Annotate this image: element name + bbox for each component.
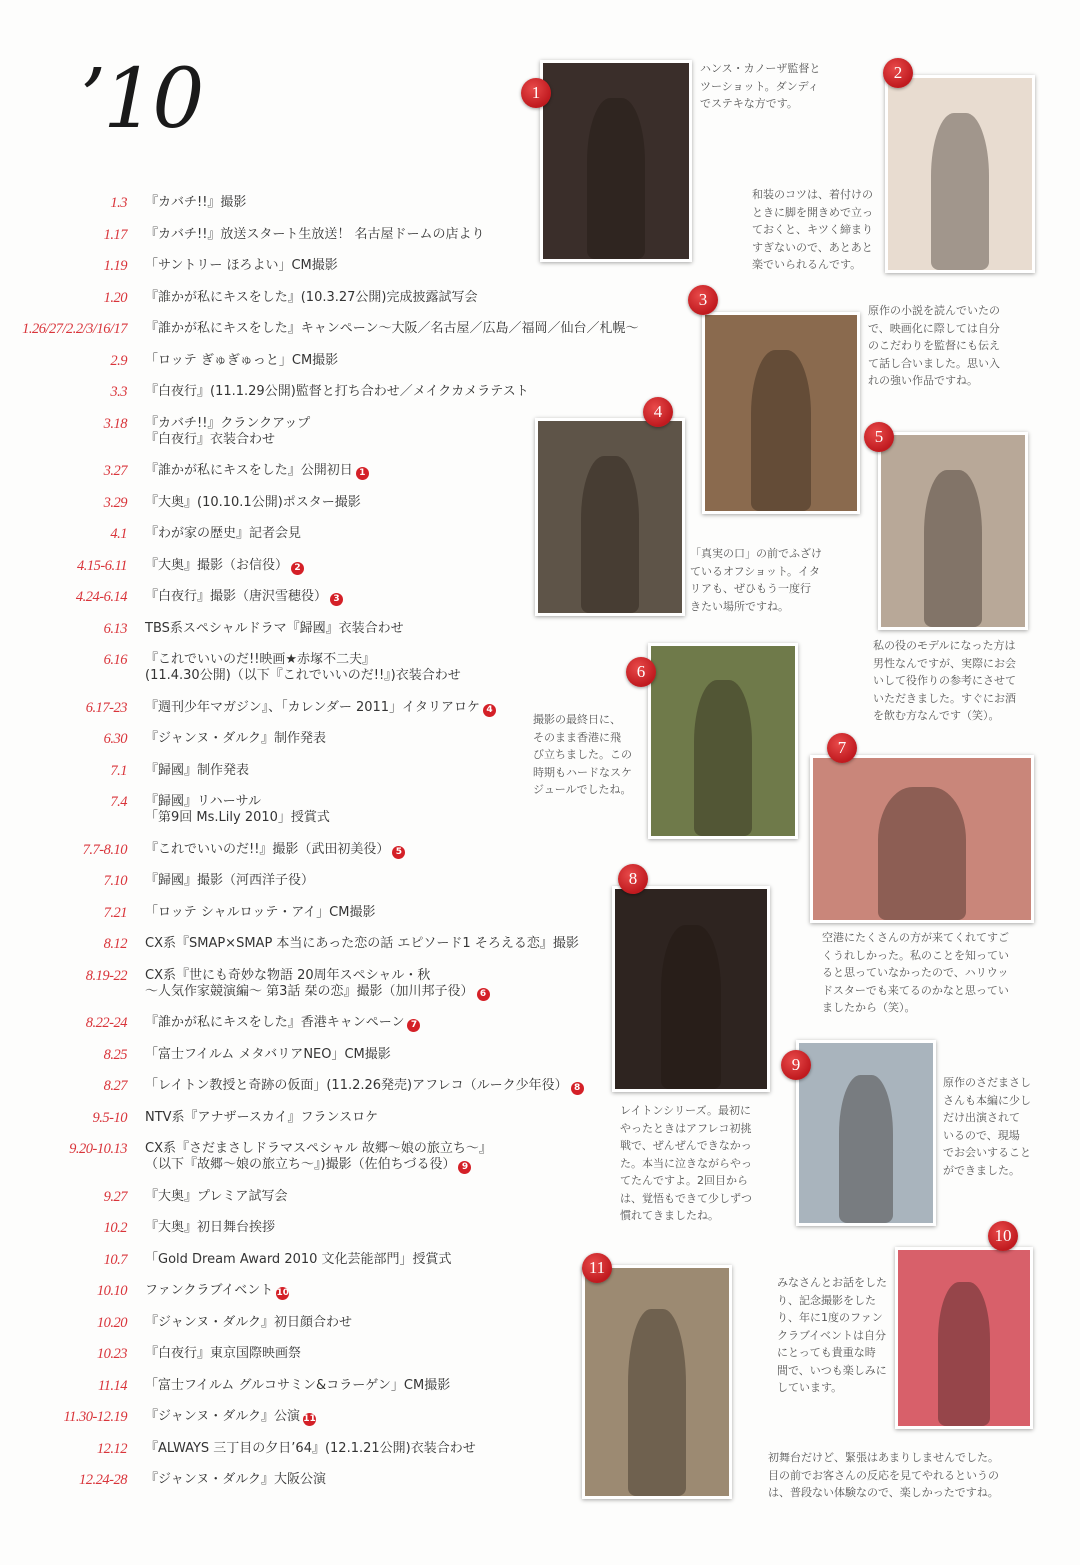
entry-text	[145, 589, 343, 605]
photo-number-badge: 4	[643, 397, 673, 427]
entry-line: 『ジャンヌ・ダルク』初日顔合わせ	[145, 1314, 352, 1330]
entry-line: 「Gold Dream Award 2010 文化芸能部門」授賞式	[145, 1251, 452, 1267]
entry-text	[145, 321, 638, 337]
timeline-entry	[0, 652, 610, 684]
photo-5	[878, 432, 1028, 630]
entry-text	[145, 621, 404, 637]
timeline-list	[0, 195, 639, 1504]
photo-ref-badge: 5	[392, 846, 405, 859]
entry-date: 3.3	[110, 384, 127, 400]
entry-text	[145, 353, 338, 369]
timeline-entry	[0, 526, 610, 542]
photo-ref-badge: 8	[571, 1082, 584, 1095]
entry-text	[145, 258, 338, 274]
entry-text	[145, 416, 310, 448]
entry-date: 1.3	[110, 195, 127, 211]
entry-date: 3.29	[103, 494, 127, 511]
entry-date: 1.17	[103, 226, 127, 243]
photo-caption: ハンス・カノーザ監督と ツーショット。ダンディ でステキな方です。	[700, 62, 821, 110]
entry-date: 10.2	[103, 1220, 127, 1236]
timeline-entry	[0, 1283, 610, 1299]
entry-date: 12.24-28	[79, 1472, 127, 1488]
entry-date: 1.19	[103, 258, 127, 274]
photo-caption: 和装のコツは、着付けの ときに脚を開きめで立っ ておくと、キツく締まり すぎないので、あとあと 楽でいられるんです。	[752, 188, 873, 271]
entry-date: 7.21	[103, 904, 127, 921]
photo-ref-badge: 2	[291, 562, 304, 575]
timeline-entry	[0, 416, 610, 448]
entry-text	[145, 731, 326, 747]
photo-8	[612, 886, 770, 1092]
photo-ref-badge: 7	[407, 1019, 420, 1032]
timeline-entry	[0, 1409, 610, 1425]
photo-number-badge: 5	[864, 422, 894, 452]
entry-text	[145, 1047, 391, 1063]
entry-date: 1.20	[103, 289, 127, 306]
entry-line: 『ALWAYS 三丁目の夕日’64』(12.1.21公開)衣装合わせ	[145, 1440, 476, 1456]
entry-date: 8.25	[103, 1046, 127, 1063]
entry-line: 『大奥』プレミア試写会	[145, 1188, 288, 1204]
photo-caption: 撮影の最終日に、 そのまま香港に飛 び立ちました。この 時期もハードなスケ ジュールでしたね。	[533, 713, 632, 796]
photo-number-badge: 1	[521, 78, 551, 108]
timeline-entry	[0, 353, 610, 369]
photo-caption: 「真実の口」の前でふざけ ているオフショット。イタ リアも、ぜひもう一度行 きたい場所ですね。	[690, 547, 822, 613]
entry-text	[145, 1441, 476, 1457]
photo-10	[895, 1247, 1033, 1429]
entry-text	[145, 763, 249, 779]
entry-text	[145, 1472, 326, 1488]
entry-text	[145, 384, 529, 400]
timeline-entry	[0, 1141, 610, 1173]
entry-date: 9.27	[103, 1188, 127, 1205]
photo-6	[648, 643, 798, 839]
photo-caption: レイトンシリーズ。最初に やったときはアフレコ初挑 戦で、ぜんぜんできなかっ た。本当に泣きながらやっ てたんですよ。2回目から は、覚悟もできて少しずつ 慣れてきましたね。	[620, 1104, 752, 1222]
entry-line: 『わが家の歴史』記者会見	[145, 526, 302, 541]
entry-text	[145, 1378, 450, 1394]
photo-7	[810, 755, 1034, 923]
entry-text	[145, 1220, 275, 1236]
timeline-entry	[0, 227, 610, 243]
person-silhouette	[694, 680, 752, 836]
entry-date: 9.20-10.13	[69, 1141, 127, 1157]
entry-text	[145, 463, 369, 479]
entry-date: 8.22-24	[85, 1015, 127, 1031]
person-silhouette	[938, 1282, 991, 1426]
entry-date: 7.10	[103, 873, 127, 889]
timeline-entry	[0, 763, 610, 779]
timeline-entry	[0, 842, 610, 858]
timeline-entry	[0, 384, 610, 400]
entry-date: 12.12	[96, 1440, 127, 1457]
entry-date: 4.15-6.11	[76, 557, 127, 574]
entry-text	[145, 1315, 352, 1331]
entry-line: (11.4.30公開)（以下『これでいいのだ!!』)衣装合わせ	[145, 668, 461, 683]
entry-line: 「レイトン教授と奇跡の仮面」(11.2.26発売)アフレコ（ルーク少年役）	[145, 1078, 568, 1093]
timeline-entry	[0, 873, 610, 889]
timeline-entry	[0, 794, 610, 826]
entry-text	[145, 842, 405, 858]
entry-line: 『カバチ!!』撮影	[145, 195, 247, 210]
timeline-entry	[0, 1315, 610, 1331]
entry-line: NTV系『アナザースカイ』フランスロケ	[145, 1109, 379, 1125]
entry-text	[145, 495, 361, 511]
photo-number-badge: 3	[688, 285, 718, 315]
person-silhouette	[581, 456, 639, 613]
person-silhouette	[661, 925, 722, 1089]
entry-text	[145, 526, 301, 542]
entry-line: 『大奥』初日舞台挨拶	[145, 1220, 276, 1235]
entry-line: 『誰かが私にキスをした』キャンペーン〜大阪／名古屋／広島／福岡／仙台／札幌〜	[145, 321, 639, 336]
photo-caption: 私の役のモデルになった方は 男性なんですが、実際にお会 いして役作りの参考にさせて いただきました。すぐにお酒 を飲む方なんです（笑）。	[873, 639, 1016, 722]
photo-ref-badge: 11	[303, 1414, 316, 1424]
entry-line: CX系『さだまさしドラマスペシャル 故郷〜娘の旅立ち〜』	[145, 1141, 492, 1156]
photo-11	[582, 1265, 732, 1499]
entry-text	[145, 1110, 378, 1126]
person-silhouette	[839, 1075, 893, 1223]
photo-ref-badge: 4	[483, 704, 496, 717]
entry-line: 『誰かが私にキスをした』香港キャンペーン	[145, 1015, 405, 1030]
entry-date: 3.27	[103, 463, 127, 479]
timeline-entry	[0, 495, 610, 511]
entry-date: 2.9	[110, 352, 127, 369]
entry-text	[145, 1189, 287, 1205]
entry-text	[145, 652, 461, 684]
entry-line: CX系『世にも奇妙な物語 20周年スペシャル・秋	[145, 967, 431, 983]
timeline-entry	[0, 905, 610, 921]
entry-date: 4.24-6.14	[75, 589, 127, 605]
entry-line: 『歸國』撮影（河西洋子役）	[145, 873, 315, 888]
entry-date: 3.18	[103, 415, 127, 432]
photo-number-badge: 8	[618, 864, 648, 894]
photo-ref-badge: 9	[458, 1161, 471, 1174]
entry-text	[145, 1141, 492, 1173]
entry-line: 『カバチ!!』クランクアップ	[145, 415, 311, 431]
entry-date: 4.1	[110, 526, 127, 542]
timeline-entry	[0, 589, 610, 605]
photo-number-badge: 11	[582, 1253, 612, 1283]
timeline-entry	[0, 1078, 610, 1094]
entry-date: 7.1	[110, 762, 127, 779]
entry-line: 『これでいいのだ!!』撮影（武田初美役）	[145, 841, 390, 857]
entry-line: （以下『故郷〜娘の旅立ち〜』)撮影（佐伯ちづる役）	[145, 1157, 456, 1172]
person-silhouette	[587, 98, 645, 259]
photo-number-badge: 9	[781, 1050, 811, 1080]
entry-date: 11.14	[97, 1377, 127, 1394]
timeline-entry	[0, 621, 610, 637]
entry-date: 10.20	[96, 1314, 127, 1331]
person-silhouette	[931, 113, 989, 270]
photo-number-badge: 2	[883, 58, 913, 88]
entry-date: 6.30	[103, 731, 127, 747]
entry-date: 9.5-10	[92, 1109, 127, 1126]
photo-ref-badge: 3	[330, 593, 343, 606]
entry-text	[145, 1283, 289, 1299]
entry-date: 10.10	[96, 1283, 127, 1299]
timeline-entry	[0, 1346, 610, 1362]
entry-line: 「サントリー ほろよい」CM撮影	[145, 258, 338, 273]
timeline-entry	[0, 936, 610, 952]
photo-9	[796, 1040, 936, 1226]
person-silhouette	[924, 470, 982, 627]
photo-3	[702, 312, 860, 514]
entry-text	[145, 1409, 316, 1425]
entry-text	[145, 1078, 584, 1094]
entry-line: 『大奥』(10.10.1公開)ポスター撮影	[145, 494, 361, 510]
entry-date: 8.19-22	[85, 967, 127, 984]
timeline-entry	[0, 1441, 610, 1457]
entry-text	[145, 558, 304, 574]
photo-caption: 原作のさだまさし さんも本編に少し だけ出演されて いるので、現場 でお会いすること ができました。	[943, 1076, 1031, 1177]
entry-line: 『カバチ!!』放送スタート生放送！ 名古屋ドームの店より	[145, 226, 485, 242]
entry-line: ファンクラブイベント	[145, 1283, 274, 1298]
entry-text	[145, 290, 478, 306]
entry-line: 『白夜行』(11.1.29公開)監督と打ち合わせ／メイクカメラテスト	[145, 384, 529, 399]
timeline-entry	[0, 1378, 610, 1394]
entry-text	[145, 968, 490, 1000]
entry-date: 1.26/27/2.2/3/16/17	[22, 321, 127, 337]
timeline-entry	[0, 195, 610, 211]
entry-line: 「富士フイルム メタバリアNEO」CM撮影	[145, 1046, 391, 1062]
entry-line: 『ジャンヌ・ダルク』大阪公演	[145, 1472, 326, 1487]
entry-date: 7.7-8.10	[82, 841, 127, 858]
entry-line: 『歸國』リハーサル	[145, 794, 261, 809]
timeline-entry	[0, 463, 610, 479]
entry-text	[145, 936, 579, 952]
timeline-entry	[0, 700, 610, 716]
person-silhouette	[628, 1309, 686, 1496]
entry-line: CX系『SMAP×SMAP 本当にあった恋の話 エピソード1 そろえる恋』撮影	[145, 936, 579, 951]
timeline-entry	[0, 558, 610, 574]
entry-line: 『誰かが私にキスをした』(10.3.27公開)完成披露試写会	[145, 289, 478, 305]
entry-line: 『ジャンヌ・ダルク』公演	[145, 1409, 300, 1424]
entry-line: 『ジャンヌ・ダルク』制作発表	[145, 731, 326, 746]
entry-line: 「ロッテ ぎゅぎゅっと」CM撮影	[145, 352, 339, 368]
entry-line: 『白夜行』東京国際映画祭	[145, 1346, 302, 1361]
photo-caption: みなさんとお話をした り、記念撮影をした り、年に1度のファン クラブイベントは自分 にとっても貴重な時 間で、いつも楽しみに しています。	[777, 1276, 887, 1394]
entry-line: TBS系スペシャルドラマ『歸國』衣装合わせ	[145, 620, 404, 636]
timeline-entry	[0, 1252, 610, 1268]
entry-date: 8.12	[103, 936, 127, 952]
entry-date: 6.13	[103, 620, 127, 637]
photo-caption: 原作の小説を読んでいたの で、映画化に際しては自分 のこだわりを監督にも伝え て話し合いました。思い入 れの強い作品ですね。	[868, 304, 1000, 387]
year-heading: ’10	[80, 52, 202, 147]
timeline-entry	[0, 1220, 610, 1236]
timeline-entry	[0, 731, 610, 747]
photo-ref-badge: 1	[356, 467, 369, 480]
photo-1	[540, 60, 692, 262]
entry-date: 8.27	[103, 1078, 127, 1094]
entry-line: 〜人気作家競演編〜 第3話 栞の恋』撮影（加川邦子役）	[145, 983, 474, 999]
timeline-entry	[0, 1472, 610, 1488]
person-silhouette	[878, 787, 965, 920]
entry-line: 『大奥』撮影（お信役）	[145, 557, 289, 573]
timeline-entry	[0, 1047, 610, 1063]
timeline-entry	[0, 1189, 610, 1205]
timeline-entry	[0, 1110, 610, 1126]
entry-line: 「ロッテ シャルロッテ・アイ」CM撮影	[145, 904, 376, 920]
entry-text	[145, 195, 246, 211]
entry-text	[145, 227, 485, 243]
photo-number-badge: 6	[626, 657, 656, 687]
entry-text	[145, 905, 375, 921]
entry-line: 「第9回 Ms.Lily 2010」授賞式	[145, 810, 330, 825]
entry-line: 『誰かが私にキスをした』公開初日	[145, 463, 353, 478]
timeline-entry	[0, 258, 610, 274]
photo-caption: 空港にたくさんの方が来てくれてすご くうれしかった。私のことを知ってい ると思っていなかったので、ハリウッ ドスターでも来てるのかなと思ってい ましたから（笑）。	[822, 931, 1009, 1014]
entry-date: 10.23	[96, 1346, 127, 1362]
entry-date: 6.16	[103, 652, 127, 668]
entry-line: 「富士フイルム グルコサミン&コラーゲン」CM撮影	[145, 1377, 451, 1393]
entry-date: 6.17-23	[85, 699, 127, 716]
entry-date: 11.30-12.19	[63, 1409, 127, 1425]
photo-4	[535, 418, 685, 616]
entry-date: 10.7	[103, 1251, 127, 1268]
entry-line: 『これでいいのだ!!映画★赤塚不二夫』	[145, 652, 376, 667]
entry-date: 7.4	[110, 794, 127, 810]
photo-2	[885, 75, 1035, 273]
entry-text	[145, 1252, 452, 1268]
photo-number-badge: 7	[827, 733, 857, 763]
person-silhouette	[751, 350, 812, 511]
timeline-entry	[0, 968, 610, 1000]
timeline-entry	[0, 1015, 610, 1031]
entry-line: 『歸國』制作発表	[145, 762, 250, 778]
photo-ref-badge: 10	[276, 1288, 290, 1298]
photo-number-badge: 10	[988, 1221, 1018, 1251]
entry-text	[145, 873, 314, 889]
entry-line: 『白夜行』撮影（唐沢雪穂役）	[145, 589, 328, 604]
entry-text	[145, 700, 496, 716]
photo-ref-badge: 6	[477, 988, 490, 1001]
photo-caption: 初舞台だけど、緊張はあまりしませんでした。 目の前でお客さんの反応を見てやれるというの は、普段ない体験なので、楽しかったですね。	[768, 1451, 999, 1499]
timeline-entry	[0, 290, 610, 306]
entry-line: 『白夜行』衣装合わせ	[145, 431, 276, 447]
entry-text	[145, 1015, 420, 1031]
entry-line: 『週刊少年マガジン』、「カレンダー 2011」イタリアロケ	[145, 699, 481, 715]
entry-text	[145, 1346, 301, 1362]
timeline-entry	[0, 321, 639, 337]
entry-text	[145, 794, 330, 826]
